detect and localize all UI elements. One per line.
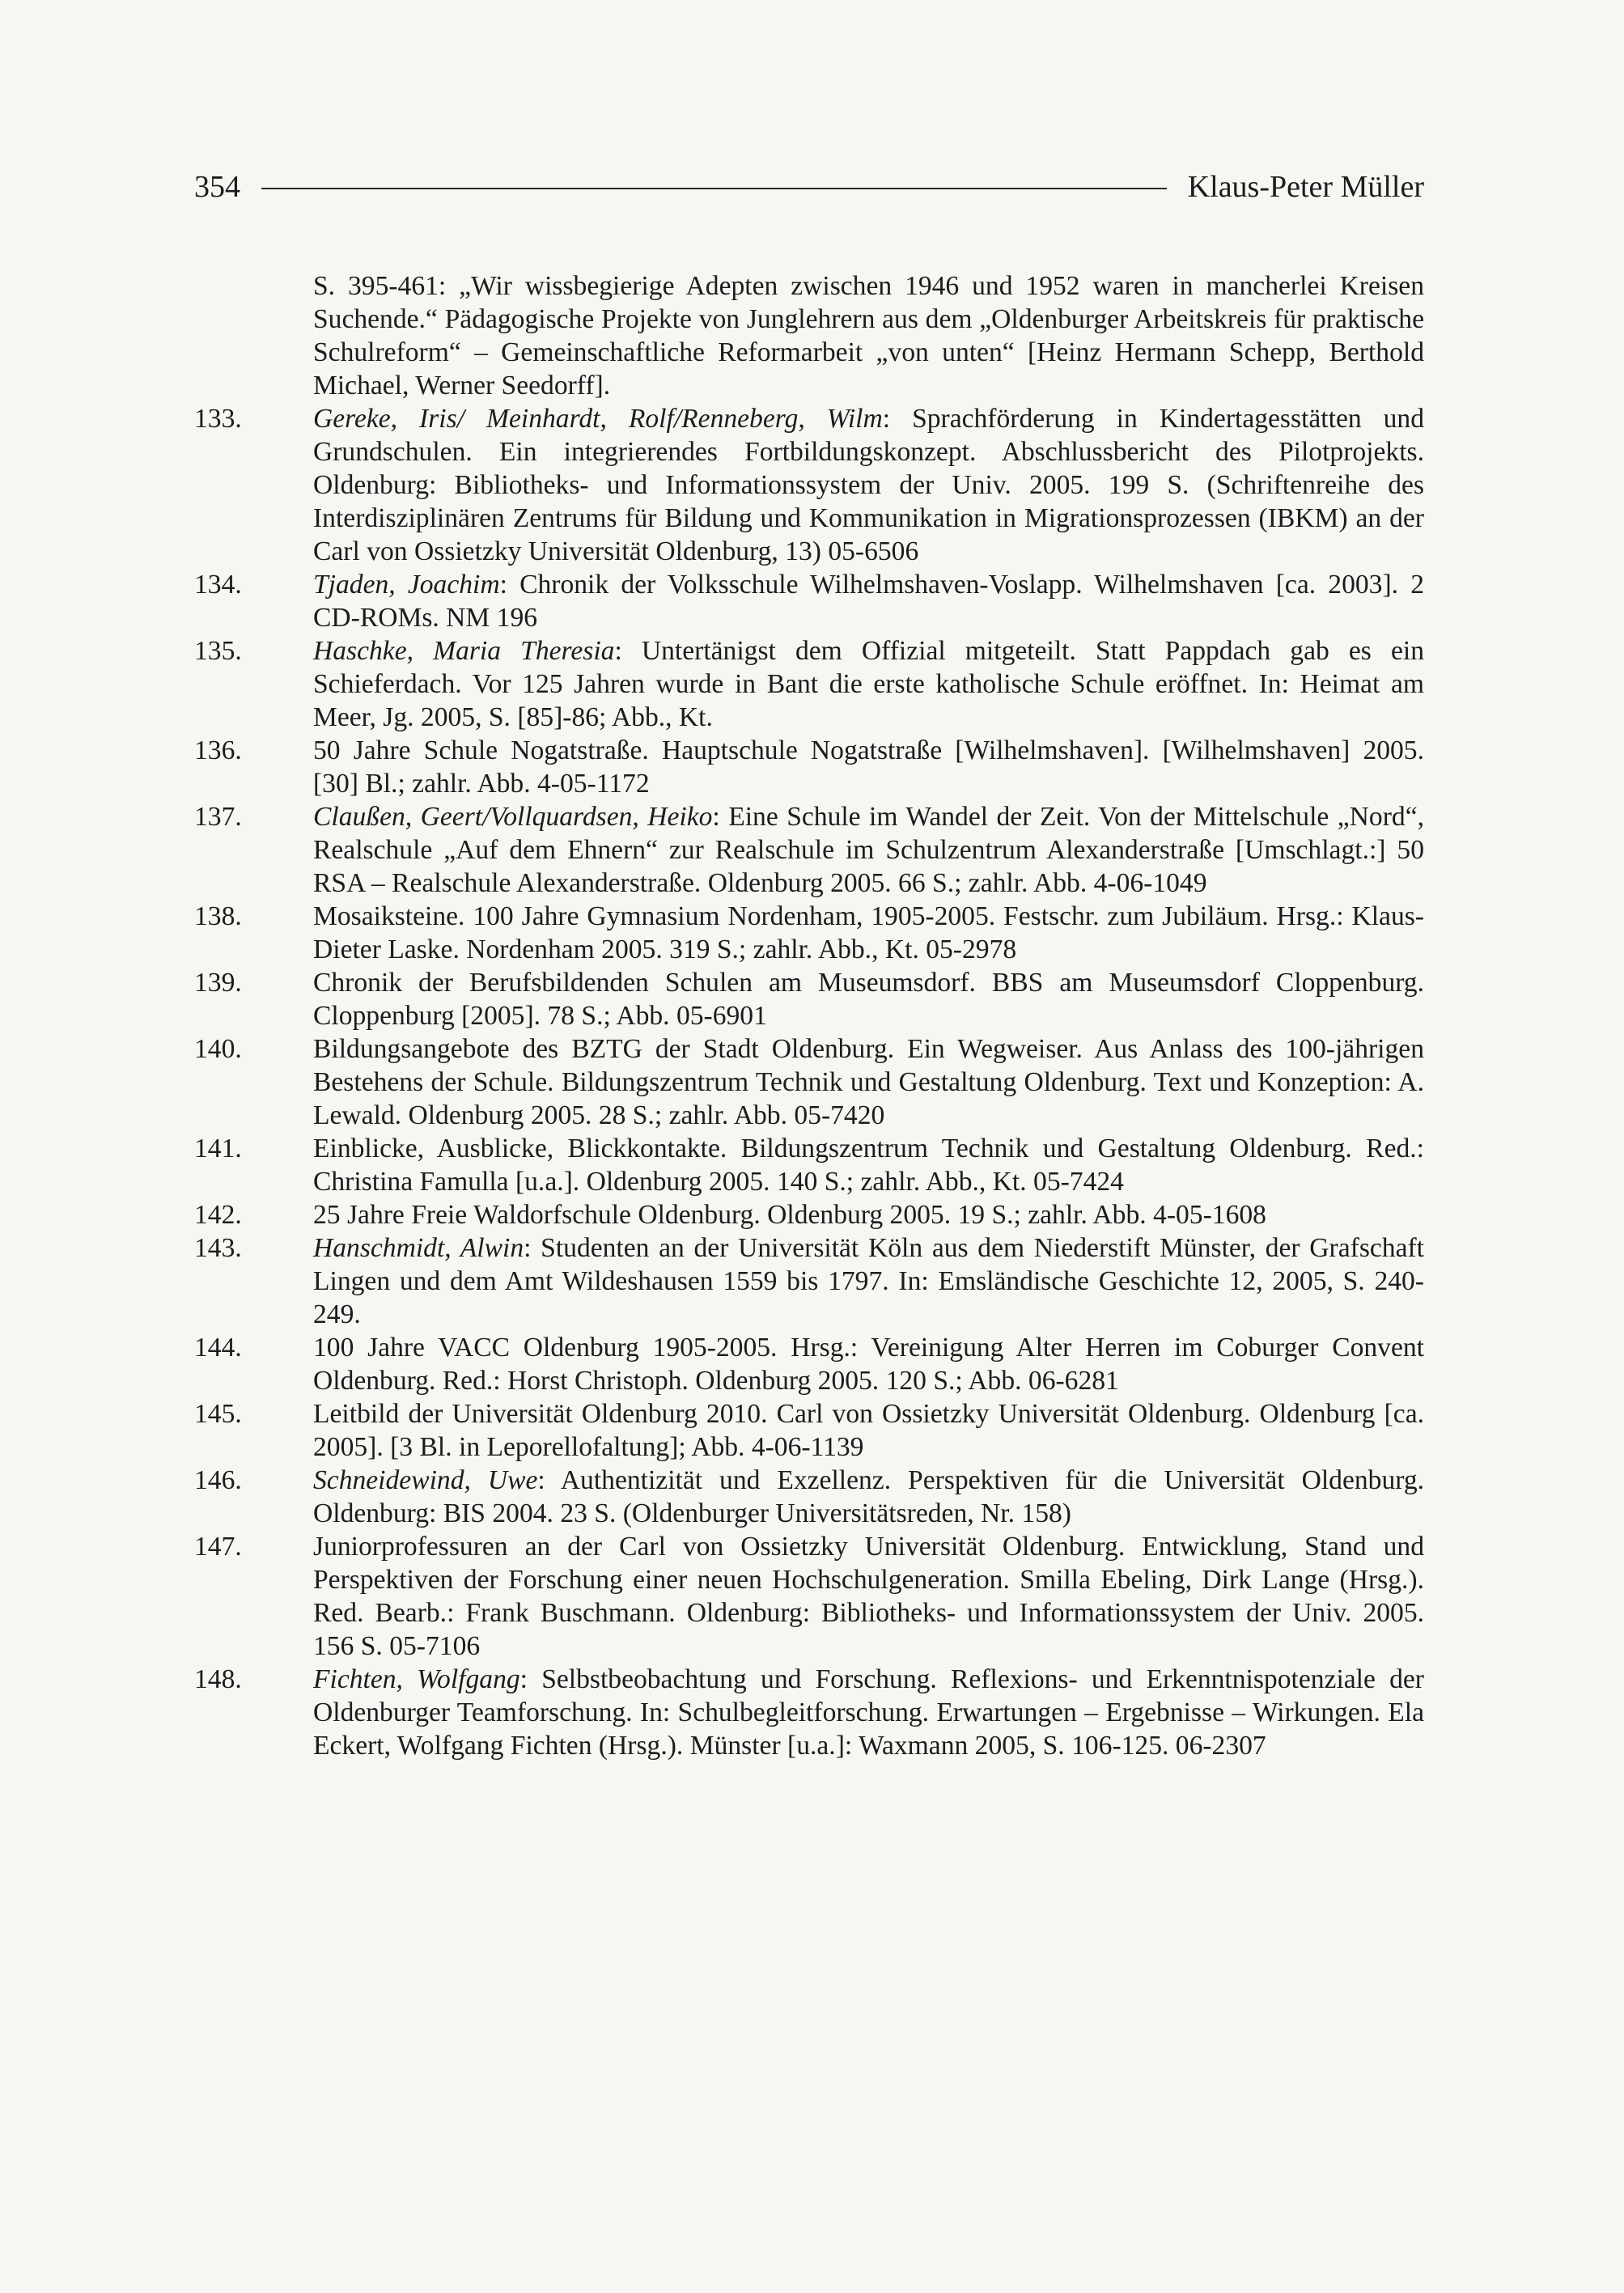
entry-number: 146. [194, 1465, 242, 1495]
entry-text-block [313, 900, 1424, 966]
entry-number: 136. [194, 735, 242, 765]
header-rule [261, 188, 1167, 189]
entry-text: : Untertänigst dem Offizial mitgeteilt. Statt Pappdach gab es ein Schieferdach. Vor 125 Jahren wurde in Bant die erste katholische Schule eröffnet. In: Heimat am Meer, Jg. 2005, S. [85]-86; Abb., Kt. [313, 636, 1424, 732]
bibliography-entry [194, 1663, 1424, 1762]
entry-text-block [313, 402, 1424, 568]
entry-authors: Hanschmidt, Alwin [313, 1233, 524, 1263]
entry-text-block [313, 1663, 1424, 1762]
entry-number: 138. [194, 901, 242, 931]
entry-number: 144. [194, 1333, 242, 1363]
entry-text-block [313, 800, 1424, 900]
entry-text-block [313, 1530, 1424, 1663]
bibliography-entry [194, 800, 1424, 900]
entry-text-block [313, 1198, 1424, 1231]
entry-number: 134. [194, 570, 242, 600]
entry-text-block [313, 734, 1424, 800]
bibliography-entry [194, 900, 1424, 966]
bibliography-entry [194, 1331, 1424, 1397]
entry-text: Leitbild der Universität Oldenburg 2010. Carl von Ossietzky Universität Oldenburg. Oldenburg [ca. 2005]. [3 Bl. in Leporellofaltung]; Abb. 4-06-1139 [313, 1399, 1424, 1462]
entry-text-block [313, 269, 1424, 402]
entry-number: 133. [194, 404, 242, 434]
running-header [194, 166, 1424, 208]
entry-authors: Schneidewind, Uwe [313, 1465, 538, 1495]
entry-number: 142. [194, 1200, 242, 1230]
entry-text-block [313, 568, 1424, 634]
entry-number: 147. [194, 1532, 242, 1562]
entry-number: 139. [194, 968, 242, 998]
bibliography-entry [194, 966, 1424, 1032]
bibliography-entry [194, 402, 1424, 568]
entry-text: : Eine Schule im Wandel der Zeit. Von der Mittelschule „Nord“, Realschule „Auf dem Ehnern“ zur Realschule im Schulzentrum Alexanderstraße [Umschlagt.:] 50 RSA – Realschule Alexanderstraße. Oldenburg 2005. 66 S.; zahlr. Abb. 4-06-1049 [313, 802, 1424, 898]
entry-text: Einblicke, Ausblicke, Blickkontakte. Bildungszentrum Technik und Gestaltung Oldenburg. Red.: Christina Famulla [u.a.]. Oldenburg 2005. 140 S.; zahlr. Abb., Kt. 05-7424 [313, 1134, 1424, 1197]
entry-number [194, 269, 313, 402]
bibliography-entry [194, 1464, 1424, 1530]
entry-authors: Gereke, Iris/ Meinhardt, Rolf/Renneberg, Wilm [313, 404, 883, 434]
entry-number: 143. [194, 1233, 242, 1263]
entry-number: 148. [194, 1664, 242, 1694]
entry-text-block [313, 1032, 1424, 1132]
bibliography-entry [194, 1397, 1424, 1464]
entry-text: S. 395-461: „Wir wissbegierige Adepten zwischen 1946 und 1952 waren in mancherlei Kreisen Suchende.“ Pädagogische Projekte von Junglehrern aus dem „Oldenburger Arbeitskreis für praktische Schulreform“ – Gemeinschaftliche Reformarbeit „von unten“ [Heinz Hermann Schepp, Berthold Michael, Werner Seedorff]. [313, 271, 1424, 401]
entry-authors: Fichten, Wolfgang [313, 1664, 520, 1694]
entry-text-block [313, 634, 1424, 734]
entry-number: 145. [194, 1399, 242, 1429]
entry-number: 137. [194, 802, 242, 832]
bibliography-entry [194, 568, 1424, 634]
entry-text-block [313, 1331, 1424, 1397]
bibliography-entry [194, 634, 1424, 734]
entry-authors: Tjaden, Joachim [313, 570, 500, 600]
bibliography-entry [194, 1132, 1424, 1198]
page-number: 354 [194, 170, 240, 204]
entry-text-block [313, 966, 1424, 1032]
entry-text: : Authentizität und Exzellenz. Perspektiven für die Universität Oldenburg. Oldenburg: BIS 2004. 23 S. (Oldenburger Universitätsreden, Nr. 158) [313, 1465, 1424, 1528]
entry-text: : Sprachförderung in Kindertagesstätten und Grundschulen. Ein integrierendes Fortbildungskonzept. Abschlussbericht des Pilotprojekts. Oldenburg: Bibliotheks- und Informationssystem der Univ. 2005. 199 S. (Schriftenreihe des Interdisziplinären Zentrums für Bildung und Kommunikation in Migrationsprozessen (IBKM) an der Carl von Ossietzky Universität Oldenburg, 13) 05-6506 [313, 404, 1424, 566]
entry-text: 50 Jahre Schule Nogatstraße. Hauptschule Nogatstraße [Wilhelmshaven]. [Wilhelmshaven] 2005. [30] Bl.; zahlr. Abb. 4-05-1172 [313, 735, 1424, 799]
entry-number: 141. [194, 1134, 242, 1163]
entry-text: Juniorprofessuren an der Carl von Ossietzky Universität Oldenburg. Entwicklung, Stand und Perspektiven der Forschung einer neuen Hochschulgeneration. Smilla Ebeling, Dirk Lange (Hrsg.). Red. Bearb.: Frank Buschmann. Oldenburg: Bibliotheks- und Informationssystem der Univ. 2005. 156 S. 05-7106 [313, 1532, 1424, 1661]
entry-text: 25 Jahre Freie Waldorfschule Oldenburg. Oldenburg 2005. 19 S.; zahlr. Abb. 4-05-1608 [313, 1200, 1266, 1230]
entry-text: 100 Jahre VACC Oldenburg 1905-2005. Hrsg.: Vereinigung Alter Herren im Coburger Convent Oldenburg. Red.: Horst Christoph. Oldenburg 2005. 120 S.; Abb. 06-6281 [313, 1333, 1424, 1396]
entry-text-block [313, 1464, 1424, 1530]
entry-number: 140. [194, 1034, 242, 1064]
bibliography-entry [194, 1231, 1424, 1331]
entry-authors: Haschke, Maria Theresia [313, 636, 615, 666]
bibliography-entry [194, 1198, 1424, 1231]
entry-text: Chronik der Berufsbildenden Schulen am Museumsdorf. BBS am Museumsdorf Cloppenburg. Cloppenburg [2005]. 78 S.; Abb. 05-6901 [313, 968, 1424, 1031]
entry-text: Bildungsangebote des BZTG der Stadt Oldenburg. Ein Wegweiser. Aus Anlass des 100-jährigen Bestehens der Schule. Bildungszentrum Technik und Gestaltung Oldenburg. Text und Konzeption: A. Lewald. Oldenburg 2005. 28 S.; zahlr. Abb. 05-7420 [313, 1034, 1424, 1130]
entry-authors: Claußen, Geert/Vollquardsen, Heiko [313, 802, 713, 832]
entry-text-block [313, 1231, 1424, 1331]
entry-text: : Chronik der Volksschule Wilhelmshaven-Voslapp. Wilhelmshaven [ca. 2003]. 2 CD-ROMs. NM 196 [313, 570, 1424, 633]
entry-text: : Studenten an der Universität Köln aus dem Niederstift Münster, der Grafschaft Lingen und dem Amt Wildeshausen 1559 bis 1797. In: Emsländische Geschichte 12, 2005, S. 240-249. [313, 1233, 1424, 1329]
bibliography-entry [194, 269, 1424, 402]
bibliography-list [194, 269, 1424, 1762]
entry-text: Mosaiksteine. 100 Jahre Gymnasium Nordenham, 1905-2005. Festschr. zum Jubiläum. Hrsg.: Klaus-Dieter Laske. Nordenham 2005. 319 S.; zahlr. Abb., Kt. 05-2978 [313, 901, 1424, 964]
bibliography-entry [194, 1530, 1424, 1663]
running-head-author: Klaus-Peter Müller [1187, 170, 1424, 204]
entry-text: : Selbstbeobachtung und Forschung. Reflexions- und Erkenntnispotenziale der Oldenburger Teamforschung. In: Schulbegleitforschung. Erwartungen – Ergebnisse – Wirkungen. Ela Eckert, Wolfgang Fichten (Hrsg.). Münster [u.a.]: Waxmann 2005, S. 106-125. 06-2307 [313, 1664, 1424, 1761]
entry-text-block [313, 1397, 1424, 1464]
bibliography-entry [194, 1032, 1424, 1132]
entry-number: 135. [194, 636, 242, 666]
entry-text-block [313, 1132, 1424, 1198]
bibliography-entry [194, 734, 1424, 800]
